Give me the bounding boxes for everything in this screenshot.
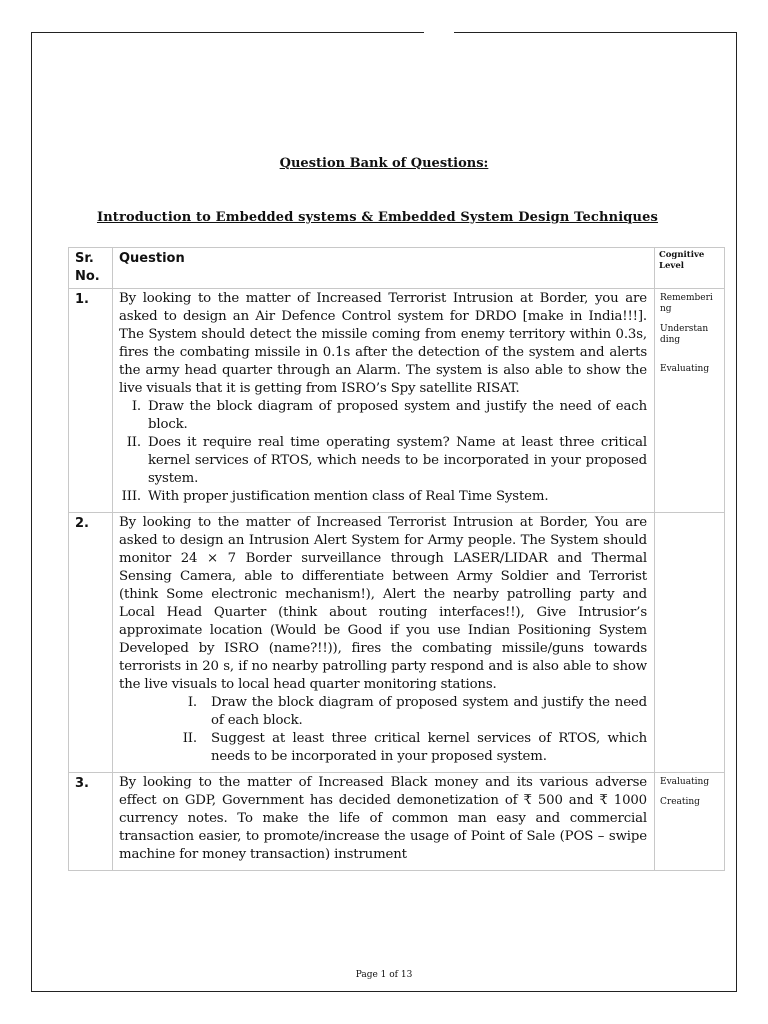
sub-question-text: Suggest at least three critical kernel services of RTOS, which needs to be incorporated in your proposed system.	[211, 731, 647, 764]
cognitive-level: Creating	[660, 797, 700, 807]
cognitive-level: Evaluating	[660, 777, 710, 787]
question-intro: By looking to the matter of Increased Black money and its various adverse effect on GDP, Government has decided demonetization of ₹ 500 and ₹ 1000 currency notes. To make the life of common man easy and commercial transaction easier, to promote/increase the usage of Point of Sale (POS – swipe machine for money transaction) instrument	[119, 775, 647, 862]
sub-question-text: Draw the block diagram of proposed system and justify the need of each block.	[211, 695, 647, 728]
document-title: Question Bank of Questions:	[279, 156, 489, 171]
question-intro: By looking to the matter of Increased Terrorist Intrusion at Border, you are asked to design an Air Defence Control system for DRDO [make in India!!!]. The System should detect the missile coming from enemy territory within 0.3s, fires the combating missile in 0.1s after the detection of the system and alerts the army head quarter through an Alarm. The system is also able to show the live visuals that it is getting from ISRO’s Spy satellite RISAT.	[119, 291, 647, 396]
sub-question-number: III.	[121, 489, 141, 504]
header-sr-no	[69, 248, 113, 289]
sub-question	[119, 730, 647, 766]
document-subtitle: Introduction to Embedded systems & Embedded System Design Techniques	[96, 210, 659, 225]
sub-question-text: Draw the block diagram of proposed system and justify the need of each block.	[148, 399, 647, 432]
cognitive-level: Rememberi ng	[660, 293, 713, 314]
table-row	[69, 513, 725, 773]
cognitive-levels	[655, 289, 724, 375]
question-table	[68, 247, 725, 871]
cognitive-levels	[655, 513, 724, 517]
table-header-row	[69, 248, 725, 289]
cognitive-levels	[655, 773, 724, 808]
page-border-gap	[424, 28, 454, 36]
header-question	[113, 248, 655, 289]
sub-question	[119, 694, 647, 730]
table-row	[69, 773, 725, 871]
question-intro: By looking to the matter of Increased Terrorist Intrusion at Border, You are asked to design an Intrusion Alert System for Army people. The System should monitor 24 × 7 Border surveillance through LASER/LIDAR and Thermal Sensing Camera, able to differentiate between Army Soldier and Terrorist (think Some electronic mechanism!), Alert the nearby patrolling party and Local Head Quarter (think about routing interfaces!!), Give Intrusior’s approximate location (Would be Good if you use Indian Positioning System Developed by ISRO (name?!!)), fires the combating missile/guns towards terrorists in 20 s, if no nearby patrolling party respond and is also able to show the live visuals to local head quarter monitoring stations.	[119, 515, 647, 692]
row-sr-number: 2.	[75, 516, 89, 531]
question-text	[113, 773, 654, 870]
header-sr-no-label: Sr. No.	[75, 251, 100, 284]
sub-question-number: II.	[182, 731, 197, 746]
sub-question-number: I.	[187, 695, 197, 710]
sub-question	[119, 488, 647, 506]
cognitive-level: Evaluating	[660, 364, 710, 374]
sub-question-number: II.	[126, 435, 141, 450]
header-cognitive-level	[655, 248, 725, 289]
sub-question-number: I.	[131, 399, 141, 414]
sub-question-text: Does it require real time operating system? Name at least three critical kernel services of RTOS, which needs to be incorporated in your proposed system.	[148, 435, 647, 486]
page-number: Page 1 of 13	[355, 970, 413, 980]
row-sr-number: 3.	[75, 776, 89, 791]
question-text	[113, 289, 654, 512]
question-text	[113, 513, 654, 772]
cognitive-level: Understan ding	[660, 324, 709, 345]
sub-question	[119, 398, 647, 434]
header-question-label: Question	[119, 251, 185, 266]
row-sr-number: 1.	[75, 292, 89, 307]
sub-question	[119, 434, 647, 488]
header-cognitive-label: Cognitive Level	[659, 250, 705, 271]
sub-question-text: With proper justification mention class of Real Time System.	[148, 489, 549, 504]
table-row	[69, 289, 725, 513]
